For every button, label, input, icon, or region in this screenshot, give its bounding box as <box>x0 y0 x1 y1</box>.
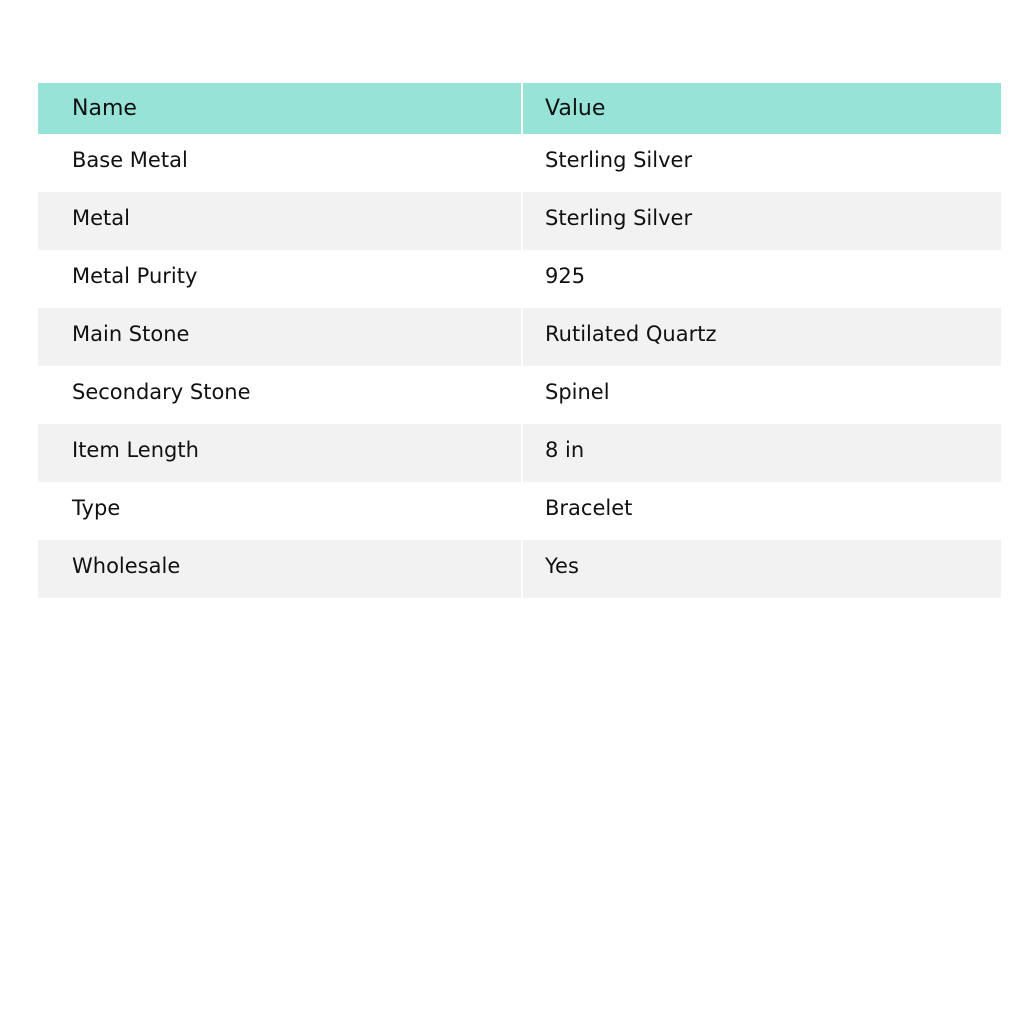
table-row <box>38 540 1001 598</box>
table-row <box>38 192 1001 250</box>
table-row <box>38 134 1001 192</box>
row-name-cell: Wholesale <box>38 540 523 598</box>
row-name-cell: Item Length <box>38 424 523 482</box>
row-value-cell: Rutilated Quartz <box>545 322 717 346</box>
row-name-cell: Secondary Stone <box>38 366 523 424</box>
table-row <box>38 482 1001 540</box>
table-row <box>38 308 1001 366</box>
row-value-cell: 8 in <box>545 438 585 462</box>
table-row <box>38 366 1001 424</box>
row-value-cell: Spinel <box>545 380 610 404</box>
table-header-row <box>38 83 1001 134</box>
row-name-cell: Type <box>38 482 523 540</box>
row-name-cell: Metal Purity <box>38 250 523 308</box>
row-value-cell: Yes <box>545 554 579 578</box>
row-name-cell: Main Stone <box>38 308 523 366</box>
row-name-cell: Metal <box>38 192 523 250</box>
row-value-cell: 925 <box>545 264 586 288</box>
row-value-cell: Sterling Silver <box>545 148 693 172</box>
specifications-table <box>38 83 1001 598</box>
row-name-cell: Base Metal <box>38 134 523 192</box>
row-value-cell: Bracelet <box>545 496 633 520</box>
table-row <box>38 424 1001 482</box>
name-column-header: Name <box>38 83 523 134</box>
table-row <box>38 250 1001 308</box>
value-column-header: Value <box>545 96 606 121</box>
row-value-cell: Sterling Silver <box>545 206 693 230</box>
